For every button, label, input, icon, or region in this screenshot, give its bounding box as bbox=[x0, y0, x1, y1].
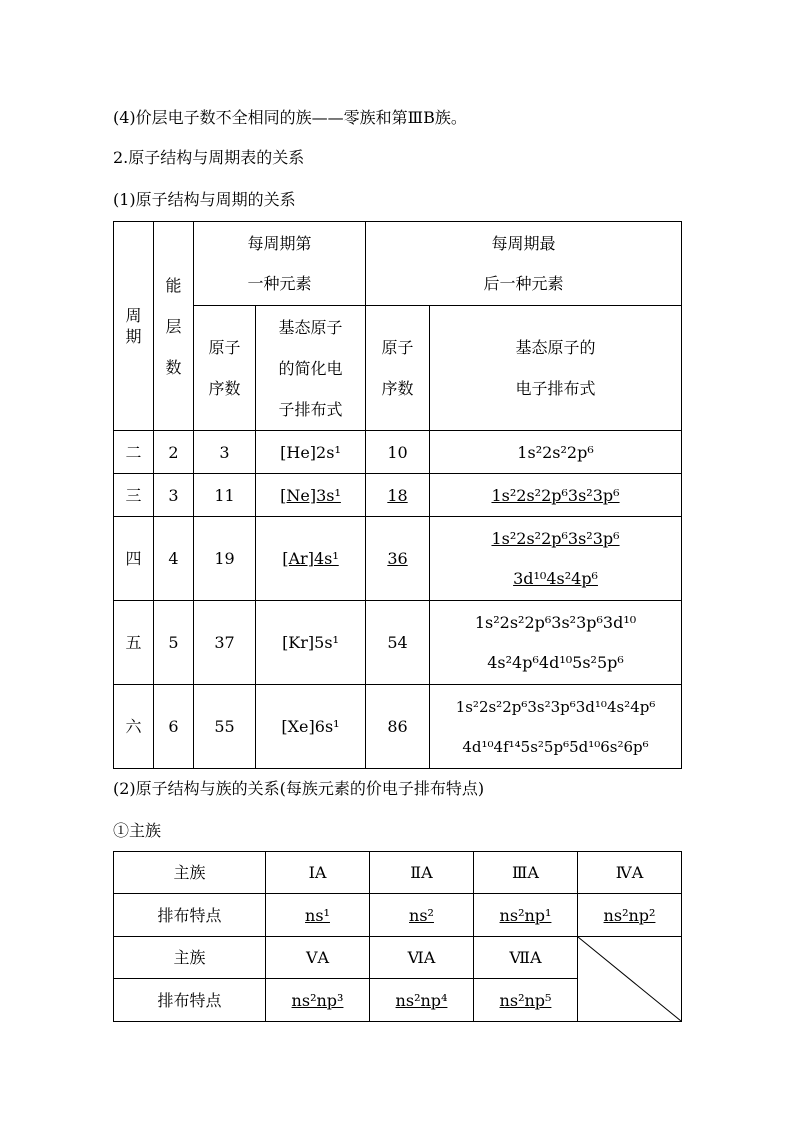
group-cell: ⅦA bbox=[474, 937, 578, 979]
feature-cell: ns²np⁴ bbox=[370, 979, 474, 1022]
group-cell: ⅣA bbox=[578, 852, 682, 894]
cell-layers: 6 bbox=[154, 685, 194, 769]
table-row bbox=[114, 685, 682, 769]
cell-first-z: 19 bbox=[194, 517, 256, 601]
subsection-heading-1: (1)原子结构与周期的关系 bbox=[113, 190, 296, 209]
feature-cell: ns²np¹ bbox=[474, 894, 578, 937]
table-row bbox=[114, 474, 682, 517]
cell-layers: 3 bbox=[154, 474, 194, 517]
group-cell: ⅥA bbox=[370, 937, 474, 979]
diagonal-line bbox=[578, 937, 681, 1021]
cell-last-z: 86 bbox=[366, 685, 430, 769]
cell-last-z: 18 bbox=[366, 474, 430, 517]
text-line-1: (4)价层电子数不全相同的族——零族和第ⅢB族。 bbox=[113, 108, 467, 127]
cell-first-config: [Ar]4s¹ bbox=[256, 517, 366, 601]
header-last-element: 每周期最 后一种元素 bbox=[366, 222, 682, 306]
group-cell: ⅤA bbox=[266, 937, 370, 979]
cell-period: 二 bbox=[114, 431, 154, 474]
feature-cell: ns¹ bbox=[266, 894, 370, 937]
cell-period: 六 bbox=[114, 685, 154, 769]
cell-first-z: 3 bbox=[194, 431, 256, 474]
cell-layers: 5 bbox=[154, 601, 194, 685]
section-heading: 2.原子结构与周期表的关系 bbox=[113, 148, 305, 167]
table-row bbox=[114, 894, 682, 937]
feature-cell: ns² bbox=[370, 894, 474, 937]
cell-first-config: [Kr]5s¹ bbox=[256, 601, 366, 685]
group-cell: ⅡA bbox=[370, 852, 474, 894]
label-main-group: 主族 bbox=[114, 937, 266, 979]
table-row bbox=[114, 431, 682, 474]
table-row bbox=[114, 601, 682, 685]
cell-last-z: 54 bbox=[366, 601, 430, 685]
cell-period: 五 bbox=[114, 601, 154, 685]
cell-first-z: 11 bbox=[194, 474, 256, 517]
table-row bbox=[114, 517, 682, 601]
cell-last-config: 1s²2s²2p⁶3s²3p⁶3d¹⁰ 4s²4p⁶4d¹⁰5s²5p⁶ bbox=[430, 601, 682, 685]
header-full-config: 基态原子的 电子排布式 bbox=[430, 306, 682, 431]
cell-layers: 2 bbox=[154, 431, 194, 474]
cell-period: 四 bbox=[114, 517, 154, 601]
header-first-element: 每周期第 一种元素 bbox=[194, 222, 366, 306]
header-simplified-config: 基态原子 的简化电 子排布式 bbox=[256, 306, 366, 431]
cell-last-config: 1s²2s²2p⁶ bbox=[430, 431, 682, 474]
group-cell: ⅠA bbox=[266, 852, 370, 894]
feature-cell: ns²np² bbox=[578, 894, 682, 937]
feature-cell: ns²np⁵ bbox=[474, 979, 578, 1022]
header-atomic-number-1: 原子 序数 bbox=[194, 306, 256, 431]
feature-cell: ns²np³ bbox=[266, 979, 370, 1022]
cell-last-z: 10 bbox=[366, 431, 430, 474]
subsection-heading-3: ①主族 bbox=[113, 821, 162, 840]
label-feature: 排布特点 bbox=[114, 979, 266, 1022]
main-group-table bbox=[113, 851, 682, 1022]
label-main-group: 主族 bbox=[114, 852, 266, 894]
label-feature: 排布特点 bbox=[114, 894, 266, 937]
empty-diagonal-cell bbox=[578, 937, 682, 1022]
cell-first-config: [He]2s¹ bbox=[256, 431, 366, 474]
cell-first-z: 55 bbox=[194, 685, 256, 769]
group-cell: ⅢA bbox=[474, 852, 578, 894]
header-energy-layers: 能 层 数 bbox=[154, 222, 194, 431]
header-period: 周 期 bbox=[114, 222, 154, 431]
table-row bbox=[114, 937, 682, 979]
cell-last-config: 1s²2s²2p⁶3s²3p⁶3d¹⁰4s²4p⁶ 4d¹⁰4f¹⁴5s²5p⁶5d¹⁰6s²6p⁶ bbox=[430, 685, 682, 769]
period-table bbox=[113, 221, 682, 769]
cell-first-config: [Ne]3s¹ bbox=[256, 474, 366, 517]
cell-first-z: 37 bbox=[194, 601, 256, 685]
cell-period: 三 bbox=[114, 474, 154, 517]
cell-first-config: [Xe]6s¹ bbox=[256, 685, 366, 769]
cell-layers: 4 bbox=[154, 517, 194, 601]
cell-last-config: 1s²2s²2p⁶3s²3p⁶ 3d¹⁰4s²4p⁶ bbox=[430, 517, 682, 601]
table-row bbox=[114, 852, 682, 894]
header-atomic-number-2: 原子 序数 bbox=[366, 306, 430, 431]
cell-last-config: 1s²2s²2p⁶3s²3p⁶ bbox=[430, 474, 682, 517]
subsection-heading-2: (2)原子结构与族的关系(每族元素的价电子排布特点) bbox=[113, 779, 485, 798]
cell-last-z: 36 bbox=[366, 517, 430, 601]
